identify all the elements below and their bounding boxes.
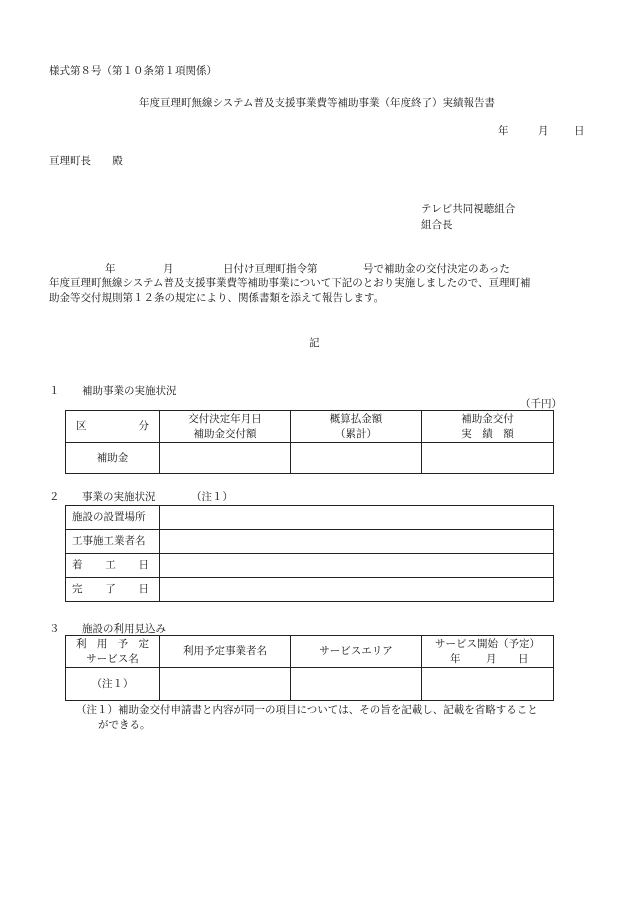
section3-table bbox=[65, 635, 554, 701]
section1-heading bbox=[49, 384, 177, 399]
section2-cell-start[interactable] bbox=[160, 554, 554, 578]
section2-completion-char-3: 日 bbox=[138, 583, 149, 596]
date-year: 年 bbox=[498, 125, 509, 137]
section1-table bbox=[65, 410, 554, 474]
section1-header-advance bbox=[291, 411, 422, 443]
date-line bbox=[498, 124, 585, 139]
section1-header-actual-line1: 補助金交付 bbox=[461, 413, 514, 426]
section3-cell-operator[interactable] bbox=[160, 668, 291, 701]
section1-header-advance-line1: 概算払金額 bbox=[329, 413, 383, 426]
addressee-honorific: 殿 bbox=[112, 155, 123, 167]
section3-start-month: 月 bbox=[486, 652, 497, 665]
section3-header-area: サービスエリア bbox=[291, 636, 422, 668]
applicant-role: 組合長 bbox=[421, 219, 453, 231]
form-number: 様式第８号（第１０条第１項関係） bbox=[49, 65, 217, 77]
section2-start-char-2: 工 bbox=[105, 559, 116, 572]
section3-header-start-line1: サービス開始（予定） bbox=[435, 638, 540, 651]
addressee-name: 亘理町長 bbox=[49, 155, 91, 167]
document-title: 年度亘理町無線システム普及支援事業費等補助事業（年度終了）実績報告書 bbox=[139, 97, 495, 109]
section2-row-start bbox=[66, 554, 554, 578]
section2-number: ２ bbox=[49, 491, 60, 503]
section1-header-category bbox=[66, 411, 160, 443]
body-line-2: 年度亘理町無線システム普及支援事業費等補助事業について下記のとおり実施しましたので、亘理町補 bbox=[49, 277, 531, 289]
section3-header-service-char-1: 利 bbox=[76, 638, 87, 651]
section2-label-start bbox=[66, 554, 160, 578]
section2-heading bbox=[49, 490, 233, 505]
section3-cell-start[interactable] bbox=[422, 668, 554, 701]
section1-header-decision-line1: 交付決定年月日 bbox=[188, 413, 262, 426]
section2-cell-location[interactable] bbox=[160, 506, 554, 530]
section2-label-location: 施設の設置場所 bbox=[66, 506, 160, 530]
body-date-ref: 日付け亘理町指令第 bbox=[223, 263, 318, 275]
section2-label-contractor: 工事施工業者名 bbox=[66, 530, 160, 554]
section1-header-category-b: 分 bbox=[138, 420, 149, 433]
section1-header-actual bbox=[422, 411, 554, 443]
section1-header-decision-line2: 補助金交付額 bbox=[193, 427, 257, 440]
section3-header-service-char-4: 定 bbox=[138, 638, 149, 651]
section2-completion-char-1: 完 bbox=[72, 583, 83, 596]
section2-label-completion bbox=[66, 578, 160, 602]
section1-number: １ bbox=[49, 385, 60, 397]
ki-marker: 記 bbox=[309, 337, 320, 349]
section3-header-operator: 利用予定事業者名 bbox=[160, 636, 291, 668]
date-day: 日 bbox=[574, 125, 585, 137]
section1-unit: （千円） bbox=[520, 398, 562, 410]
section2-start-char-3: 日 bbox=[138, 559, 149, 572]
body-line-1 bbox=[105, 262, 510, 277]
section3-header-service-char-3: 予 bbox=[117, 638, 129, 651]
section3-number: ３ bbox=[49, 623, 60, 635]
footnote-line-1: （注１）補助金交付申請書と内容が同一の項目については、その旨を記載し、記載を省略すること bbox=[76, 704, 538, 716]
date-month: 月 bbox=[538, 125, 549, 137]
section3-title: 施設の利用見込み bbox=[82, 623, 166, 635]
section2-start-char-1: 着 bbox=[72, 559, 83, 572]
section1-header-category-a: 区 bbox=[76, 420, 87, 433]
section3-header-start-date bbox=[428, 652, 547, 666]
section3-header-service-line2: サービス名 bbox=[86, 652, 139, 665]
section1-cell-decision[interactable] bbox=[160, 443, 291, 474]
body-suffix: 号で補助金の交付決定のあった bbox=[363, 263, 510, 275]
section2-row-completion bbox=[66, 578, 554, 602]
body-year: 年 bbox=[105, 263, 116, 275]
section3-start-day: 日 bbox=[518, 652, 529, 665]
footnote-line-2: ができる。 bbox=[98, 719, 151, 731]
section1-title: 補助事業の実施状況 bbox=[82, 385, 177, 397]
section3-row-1 bbox=[66, 668, 554, 701]
section3-cell-area[interactable] bbox=[291, 668, 422, 701]
section2-row-contractor bbox=[66, 530, 554, 554]
section2-cell-completion[interactable] bbox=[160, 578, 554, 602]
section1-header-actual-line2: 実 績 額 bbox=[461, 427, 514, 440]
body-month: 月 bbox=[163, 263, 174, 275]
section3-row-label: （注１） bbox=[66, 668, 160, 701]
section2-note: （注１） bbox=[191, 491, 233, 503]
section3-header-service bbox=[66, 636, 160, 668]
section1-cell-advance[interactable] bbox=[291, 443, 422, 474]
section2-completion-char-2: 了 bbox=[105, 583, 116, 596]
section3-heading bbox=[49, 622, 166, 637]
section2-row-location bbox=[66, 506, 554, 530]
section1-row-subsidy bbox=[66, 443, 554, 474]
section3-header-row bbox=[66, 636, 554, 668]
section2-cell-contractor[interactable] bbox=[160, 530, 554, 554]
section1-header-decision bbox=[160, 411, 291, 443]
section1-cell-actual[interactable] bbox=[422, 443, 554, 474]
body-line-3: 助金等交付規則第１２条の規定により、関係書類を添えて報告します。 bbox=[49, 292, 385, 304]
section3-header-start bbox=[422, 636, 554, 668]
section2-title: 事業の実施状況 bbox=[82, 491, 156, 503]
section1-header-row bbox=[66, 411, 554, 443]
applicant-org: テレビ共同視聴組合 bbox=[421, 203, 516, 215]
addressee bbox=[49, 154, 123, 169]
section1-header-advance-line2: （累計） bbox=[335, 427, 377, 440]
section1-row-label: 補助金 bbox=[66, 443, 160, 474]
section2-table bbox=[65, 505, 554, 602]
section3-header-service-char-2: 用 bbox=[96, 638, 108, 651]
section3-start-year: 年 bbox=[450, 652, 461, 665]
